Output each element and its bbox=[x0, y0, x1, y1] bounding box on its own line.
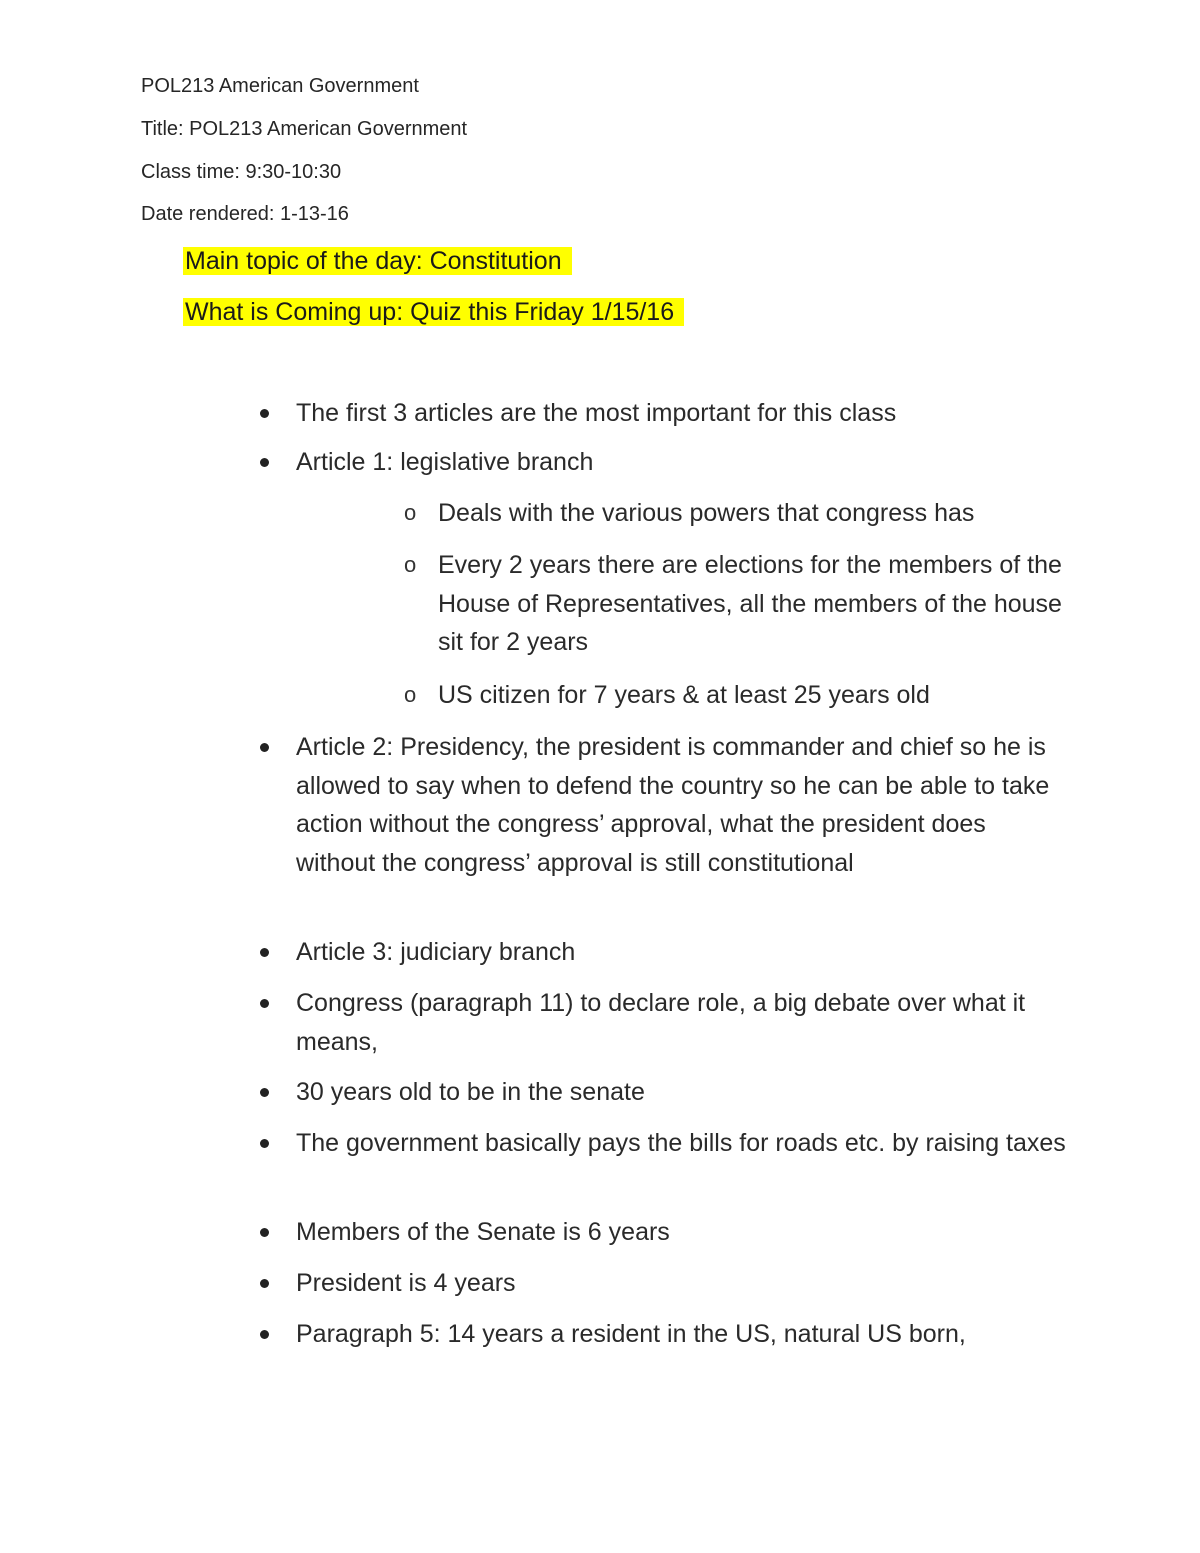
list-item-text: Members of the Senate is 6 years bbox=[296, 1218, 670, 1246]
title-line: Title: POL213 American Government bbox=[141, 118, 468, 140]
class-time-line: Class time: 9:30-10:30 bbox=[141, 161, 342, 183]
bullet-icon bbox=[260, 1330, 269, 1339]
sub-list-item bbox=[404, 546, 1073, 662]
main-topic-text: Main topic of the day: Constitution bbox=[183, 247, 572, 275]
list-item bbox=[296, 1315, 1066, 1354]
date-rendered-line: Date rendered: 1-13-16 bbox=[141, 203, 349, 225]
bullet-icon bbox=[260, 999, 269, 1008]
list-item-text: The government basically pays the bills for roads etc. by raising taxes bbox=[296, 1129, 1066, 1157]
list-item bbox=[296, 1264, 1066, 1303]
list-item-text: Congress (paragraph 11) to declare role, a big debate over what it means, bbox=[296, 989, 1026, 1056]
bullet-icon bbox=[260, 409, 269, 418]
coming-up-text: What is Coming up: Quiz this Friday 1/15/16 bbox=[183, 298, 684, 326]
bullet-icon bbox=[260, 743, 269, 752]
bullet-icon bbox=[260, 458, 269, 467]
list-item-text: Article 3: judiciary branch bbox=[296, 938, 576, 966]
coming-up-highlight bbox=[183, 295, 684, 329]
sub-bullet-icon: o bbox=[404, 682, 417, 707]
list-item bbox=[296, 1124, 1066, 1163]
list-item-text: Paragraph 5: 14 years a resident in the US, natural US born, bbox=[296, 1320, 966, 1348]
list-item-text: Article 1: legislative branch bbox=[296, 448, 594, 476]
list-item bbox=[296, 443, 1066, 482]
bullet-icon bbox=[260, 1279, 269, 1288]
list-item bbox=[296, 933, 1066, 972]
list-item bbox=[296, 728, 1066, 882]
sub-list-item-text: Every 2 years there are elections for the members of the House of Representatives, all the members of the house sit for 2 years bbox=[438, 551, 1062, 656]
course-heading: POL213 American Government bbox=[141, 75, 419, 97]
sub-bullet-icon: o bbox=[404, 552, 417, 577]
main-topic-highlight bbox=[183, 244, 572, 278]
sub-list-item bbox=[404, 676, 1073, 715]
list-item bbox=[296, 984, 1066, 1061]
list-item-text: The first 3 articles are the most important for this class bbox=[296, 399, 897, 427]
sub-list-item bbox=[404, 494, 1073, 533]
sub-list-item-text: US citizen for 7 years & at least 25 years old bbox=[438, 681, 930, 709]
sub-bullet-icon: o bbox=[404, 500, 417, 525]
bullet-icon bbox=[260, 1228, 269, 1237]
bullet-icon bbox=[260, 948, 269, 957]
bullet-icon bbox=[260, 1139, 269, 1148]
list-item-text: President is 4 years bbox=[296, 1269, 516, 1297]
bullet-icon bbox=[260, 1088, 269, 1097]
list-item bbox=[296, 394, 1066, 433]
list-item bbox=[296, 1213, 1066, 1252]
list-item bbox=[296, 1073, 1066, 1112]
sub-list-item-text: Deals with the various powers that congress has bbox=[438, 499, 975, 527]
list-item-text: Article 2: Presidency, the president is commander and chief so he is allowed to say when to defend the country so he can be able to take action without the congress’ approval, what the president does without the congress’ approval is still constitutional bbox=[296, 733, 1050, 877]
list-item-text: 30 years old to be in the senate bbox=[296, 1078, 645, 1106]
